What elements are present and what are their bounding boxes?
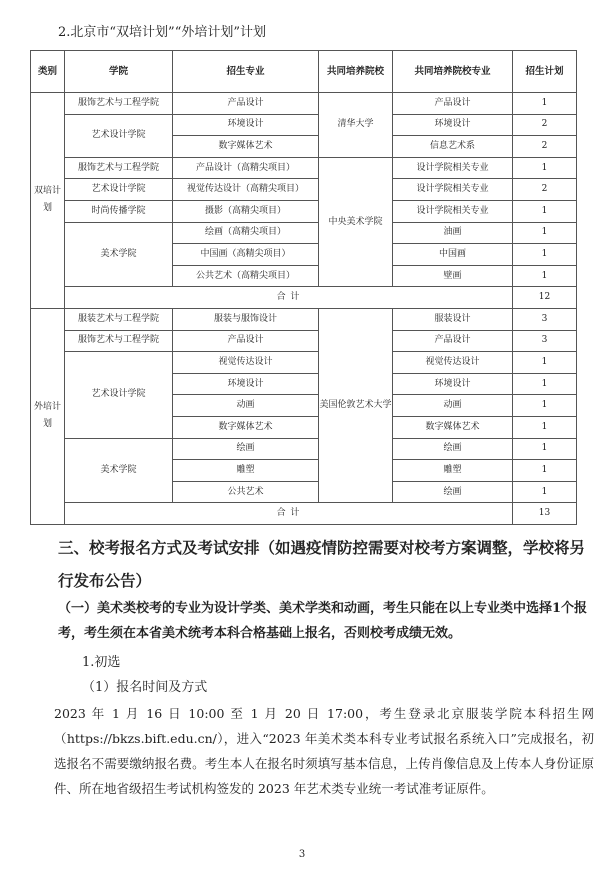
partner-major-cell: 数字媒体艺术 [393, 416, 513, 438]
major-cell: 中国画（高精尖项目） [173, 244, 319, 266]
plan-cell: 1 [513, 395, 577, 417]
college-cell: 艺术设计学院 [65, 179, 173, 201]
plan-cell: 1 [513, 352, 577, 374]
total-value: 13 [513, 503, 577, 525]
college-cell: 美术学院 [65, 222, 173, 287]
partner-major-cell: 环境设计 [393, 373, 513, 395]
section-3-title: 三、校考报名方式及考试安排（如遇疫情防控需要对校考方案调整，学校将另行发布公告） [58, 539, 586, 590]
partner-major-cell: 油画 [393, 222, 513, 244]
table-row [31, 330, 577, 352]
header-plan: 招生计划 [513, 51, 577, 93]
major-cell: 绘画（高精尖项目） [173, 222, 319, 244]
registration-details-paragraph: 2023 年 1 月 16 日 10:00 至 1 月 20 日 17:00，考生登录北京服装学院本科招生网（https://bkzs.bift.edu.cn/），进入“2023 年美术类本科专业考试报名系统入口”完成报名，初选报名不需要缴纳报名费。考生本人在报名时须填写基本信息，上传肖像信息及上传本人身份证原件、所在地省级招生考试机构签发的 2023 年艺术类专业统一考试准考证原件。 [54, 706, 594, 796]
partner-school-cell: 中央美术学院 [319, 157, 393, 287]
college-cell: 服饰艺术与工程学院 [65, 330, 173, 352]
college-cell: 服饰艺术与工程学院 [65, 157, 173, 179]
plan-cell: 2 [513, 136, 577, 158]
college-cell: 艺术设计学院 [65, 114, 173, 157]
major-cell: 服装与服饰设计 [173, 308, 319, 330]
total-label: 合 计 [65, 503, 513, 525]
partner-school-cell: 清华大学 [319, 93, 393, 158]
college-cell: 服装艺术与工程学院 [65, 308, 173, 330]
major-cell: 视觉传达设计 [173, 352, 319, 374]
major-cell: 数字媒体艺术 [173, 416, 319, 438]
page-number: 3 [298, 849, 306, 860]
header-category: 类别 [31, 51, 65, 93]
college-cell: 时尚传播学院 [65, 200, 173, 222]
subheading-preliminary: 1.初选 [82, 655, 121, 670]
plan-cell: 1 [513, 222, 577, 244]
major-cell: 产品设计 [173, 330, 319, 352]
plan-cell: 1 [513, 438, 577, 460]
section-heading: 2.北京市“双培计划”“外培计划”计划 [58, 25, 266, 40]
partner-major-cell: 服装设计 [393, 308, 513, 330]
registration-rule-paragraph: （一）美术类校考的专业为设计学类、美术学类和动画，考生只能在以上专业类中选择1个报考，考生须在本省美术统考本科合格基础上报名，否则校考成绩无效。 [58, 601, 588, 641]
plan-cell: 3 [513, 330, 577, 352]
total-value: 12 [513, 287, 577, 309]
header-college: 学院 [65, 51, 173, 93]
major-cell: 公共艺术 [173, 481, 319, 503]
plan-cell: 3 [513, 308, 577, 330]
total-row [31, 287, 577, 309]
partner-school-cell: 美国伦敦艺术大学 [319, 308, 393, 502]
partner-major-cell: 产品设计 [393, 330, 513, 352]
major-cell: 绘画 [173, 438, 319, 460]
category-waipei: 外培计划 [31, 308, 65, 524]
plan-cell: 2 [513, 114, 577, 136]
plan-cell: 1 [513, 416, 577, 438]
major-cell: 数字媒体艺术 [173, 136, 319, 158]
partner-major-cell: 设计学院相关专业 [393, 157, 513, 179]
partner-major-cell: 信息艺术系 [393, 136, 513, 158]
plan-cell: 1 [513, 200, 577, 222]
partner-major-cell: 设计学院相关专业 [393, 200, 513, 222]
partner-major-cell: 视觉传达设计 [393, 352, 513, 374]
major-cell: 公共艺术（高精尖项目） [173, 265, 319, 287]
plan-cell: 1 [513, 93, 577, 115]
college-cell: 服饰艺术与工程学院 [65, 93, 173, 115]
plan-cell: 1 [513, 265, 577, 287]
major-cell: 产品设计 [173, 93, 319, 115]
plan-cell: 2 [513, 179, 577, 201]
major-cell: 摄影（高精尖项目） [173, 200, 319, 222]
major-cell: 产品设计（高精尖项目） [173, 157, 319, 179]
college-cell: 艺术设计学院 [65, 352, 173, 438]
table-row [31, 93, 577, 115]
plan-cell: 1 [513, 481, 577, 503]
table-row [31, 200, 577, 222]
partner-major-cell: 壁画 [393, 265, 513, 287]
header-partner-major: 共同培养院校专业 [393, 51, 513, 93]
partner-major-cell: 设计学院相关专业 [393, 179, 513, 201]
subheading-registration-time: （1）报名时间及方式 [82, 680, 208, 695]
category-shuangpei: 双培计划 [31, 93, 65, 309]
table-header-row [31, 51, 577, 93]
table-row [31, 308, 577, 330]
enrollment-plan-table [30, 50, 577, 525]
table-row [31, 438, 577, 460]
partner-major-cell: 中国画 [393, 244, 513, 266]
major-cell: 雕塑 [173, 460, 319, 482]
plan-cell: 1 [513, 157, 577, 179]
major-cell: 环境设计 [173, 114, 319, 136]
header-partner-school: 共同培养院校 [319, 51, 393, 93]
partner-major-cell: 绘画 [393, 438, 513, 460]
header-major: 招生专业 [173, 51, 319, 93]
major-cell: 视觉传达设计（高精尖项目） [173, 179, 319, 201]
total-row [31, 503, 577, 525]
partner-major-cell: 绘画 [393, 481, 513, 503]
total-label: 合 计 [65, 287, 513, 309]
partner-major-cell: 雕塑 [393, 460, 513, 482]
table-row [31, 352, 577, 374]
table-row [31, 222, 577, 244]
partner-major-cell: 产品设计 [393, 93, 513, 115]
major-cell: 动画 [173, 395, 319, 417]
table-row [31, 157, 577, 179]
plan-cell: 1 [513, 373, 577, 395]
college-cell: 美术学院 [65, 438, 173, 503]
plan-cell: 1 [513, 244, 577, 266]
plan-cell: 1 [513, 460, 577, 482]
table-row [31, 114, 577, 136]
major-cell: 环境设计 [173, 373, 319, 395]
table-row [31, 179, 577, 201]
partner-major-cell: 环境设计 [393, 114, 513, 136]
partner-major-cell: 动画 [393, 395, 513, 417]
